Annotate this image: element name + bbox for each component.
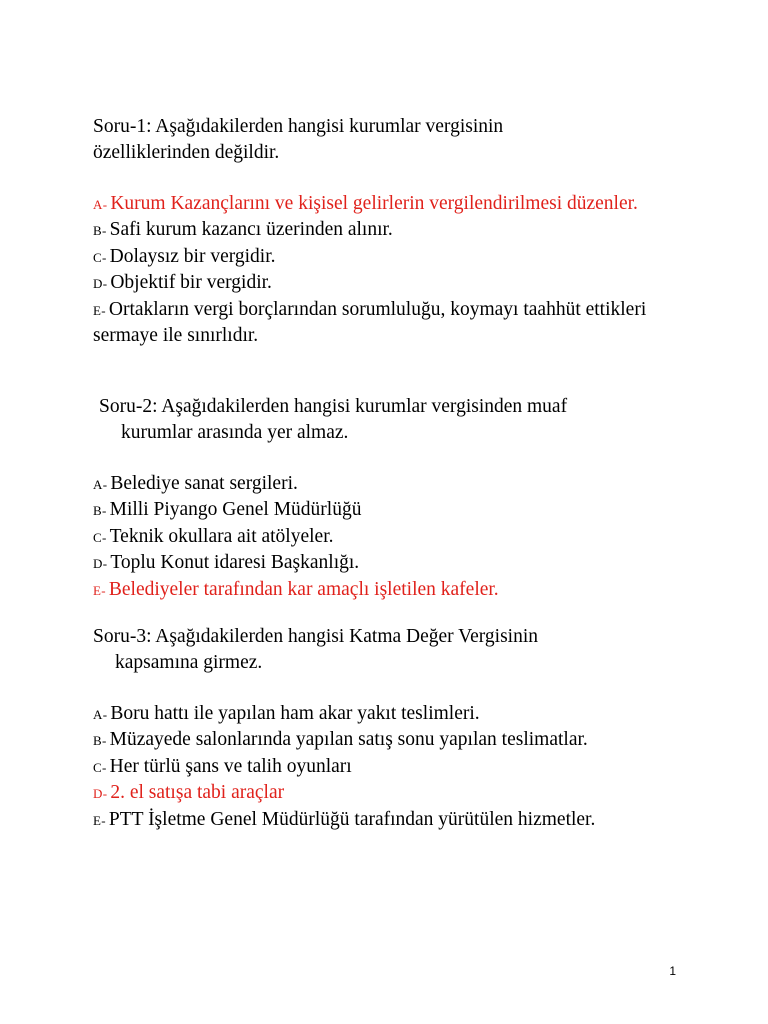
option-b <box>93 497 693 524</box>
option-text: Toplu Konut idaresi Başkanlığı. <box>110 552 360 573</box>
option-e <box>93 297 693 349</box>
option-c <box>93 754 693 781</box>
question-stem-line-2: kapsamına girmez. <box>115 651 263 673</box>
question-stem-line-1: Soru-2: Aşağıdakilerden hangisi kurumlar vergisinden muaf <box>99 396 568 417</box>
question-stem-line-1: Soru-3: Aşağıdakilerden hangisi Katma Değer Vergisinin <box>93 626 538 647</box>
option-text: Milli Piyango Genel Müdürlüğü <box>109 499 362 520</box>
option-d <box>93 780 693 807</box>
option-d <box>93 270 693 297</box>
option-letter: E- <box>93 302 106 318</box>
option-text: Belediye sanat sergileri. <box>110 472 298 494</box>
question-2 <box>93 394 693 603</box>
option-letter: B- <box>93 503 107 518</box>
option-letter: A- <box>93 476 108 492</box>
option-text: Safi kurum kazancı üzerinden alınır. <box>109 219 393 240</box>
option-b <box>93 727 693 754</box>
option-a <box>93 701 693 728</box>
question-stem <box>93 624 693 675</box>
question-stem-line-2: kurumlar arasında yer almaz. <box>121 421 349 443</box>
option-letter: D- <box>93 786 108 801</box>
option-text: Objektif bir vergidir. <box>110 272 272 293</box>
option-letter: A- <box>93 706 108 722</box>
option-text: Her türlü şans ve talih oyunları <box>109 755 352 777</box>
option-a <box>93 471 693 498</box>
option-letter: E- <box>93 582 106 598</box>
answer-options <box>93 471 693 604</box>
option-text: Müzayede salonlarında yapılan satış sonu yapılan teslimatlar. <box>109 729 588 750</box>
option-letter: E- <box>93 812 106 828</box>
option-text: Ortakların vergi borçlarından sorumluluğu, koymayı taahhüt ettikleri sermaye ile sınırlıdır. <box>93 298 647 346</box>
option-e <box>93 577 693 604</box>
answer-options <box>93 701 693 834</box>
option-letter: D- <box>93 276 108 291</box>
option-c <box>93 244 693 271</box>
option-letter: C- <box>93 759 107 775</box>
option-text: Teknik okullara ait atölyeler. <box>109 525 334 547</box>
option-c <box>93 524 693 551</box>
page-number: 1 <box>669 964 676 978</box>
option-letter: A- <box>93 196 108 212</box>
option-letter: B- <box>93 733 107 748</box>
option-text: Kurum Kazançlarını ve kişisel gelirlerin vergilendirilmesi düzenler. <box>110 192 638 214</box>
question-3 <box>93 624 693 833</box>
option-letter: D- <box>93 556 108 571</box>
option-d <box>93 550 693 577</box>
option-text: Belediyeler tarafından kar amaçlı işletilen kafeler. <box>108 578 499 600</box>
option-text: Dolaysız bir vergidir. <box>109 245 276 267</box>
question-1 <box>93 114 693 349</box>
option-letter: B- <box>93 223 107 238</box>
question-stem-line-2: özelliklerinden değildir. <box>93 141 280 163</box>
answer-options <box>93 191 693 349</box>
question-stem <box>93 394 693 445</box>
option-e <box>93 807 693 834</box>
question-stem-line-1: Soru-1: Aşağıdakilerden hangisi kurumlar vergisinin <box>93 116 504 137</box>
option-letter: C- <box>93 529 107 545</box>
question-stem <box>93 114 693 165</box>
option-a <box>93 191 693 218</box>
option-text: 2. el satışa tabi araçlar <box>110 782 285 803</box>
option-text: Boru hattı ile yapılan ham akar yakıt teslimleri. <box>110 702 480 724</box>
option-b <box>93 217 693 244</box>
option-letter: C- <box>93 249 107 265</box>
option-text: PTT İşletme Genel Müdürlüğü tarafından yürütülen hizmetler. <box>108 808 596 830</box>
